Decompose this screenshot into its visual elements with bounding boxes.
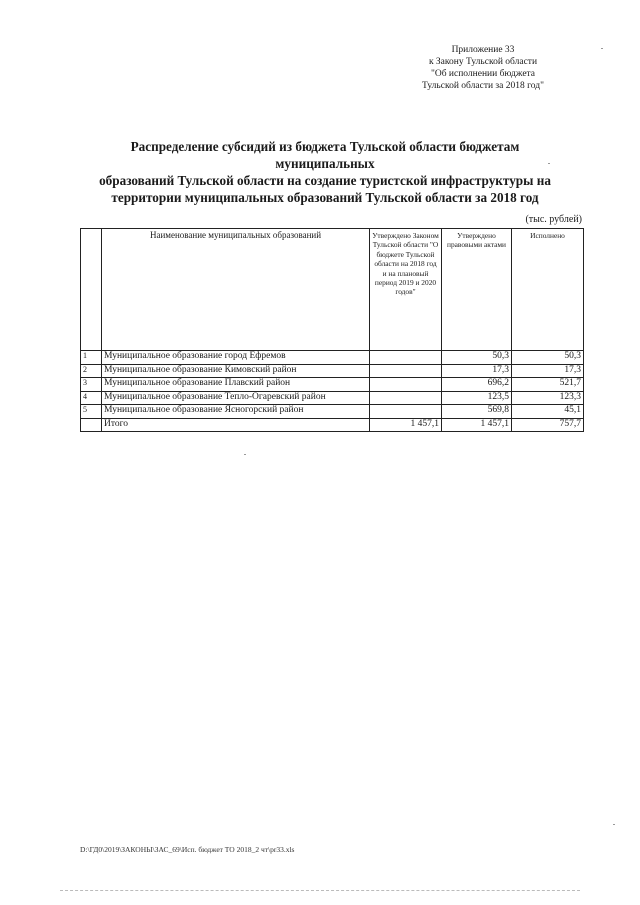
scan-speck [244, 454, 246, 455]
scan-speck [601, 48, 603, 49]
subsidy-table [80, 228, 584, 432]
title-line: Распределение субсидий из бюджета Тульской области бюджетам муниципальных [130, 139, 520, 171]
row-approved-acts: 17,3 [442, 364, 512, 378]
header-approved-acts: Утверждено правовыми актами [442, 229, 512, 351]
row-executed: 17,3 [512, 364, 584, 378]
row-approved-acts: 50,3 [442, 351, 512, 365]
row-index: 3 [81, 378, 102, 392]
header-approved-law: Утверждено Законом Тульской области "О бюджете Тульской области на 2018 год и на плановый период 2019 и 2020 годов" [370, 229, 442, 351]
units-label: (тыс. рублей) [525, 214, 582, 225]
scan-edge-line [60, 890, 580, 891]
row-name: Муниципальное образование город Ефремов [102, 351, 370, 365]
header-executed: Исполнено [512, 229, 584, 351]
appendix-line: Тульской области за 2018 год" [422, 81, 544, 91]
row-approved-acts: 696,2 [442, 378, 512, 392]
table-total-row [81, 418, 584, 432]
row-executed: 521,7 [512, 378, 584, 392]
table-row [81, 378, 584, 392]
row-executed: 50,3 [512, 351, 584, 365]
row-executed: 123,3 [512, 391, 584, 405]
row-approved-law [370, 378, 442, 392]
total-label: Итого [102, 418, 370, 432]
table-row [81, 391, 584, 405]
title-line: территории муниципальных образований Тульской области за 2018 год [111, 190, 539, 205]
table-header-row [81, 229, 584, 351]
row-approved-law [370, 405, 442, 419]
row-name: Муниципальное образование Кимовский район [102, 364, 370, 378]
row-approved-acts: 123,5 [442, 391, 512, 405]
row-approved-acts: 569,8 [442, 405, 512, 419]
title-line: образований Тульской области на создание туристской инфраструктуры на [99, 173, 551, 188]
row-index: 1 [81, 351, 102, 365]
appendix-line: к Закону Тульской области [428, 57, 538, 67]
row-name: Муниципальное образование Плавский район [102, 378, 370, 392]
row-approved-law [370, 391, 442, 405]
appendix-line: Приложение 33 [451, 45, 515, 55]
total-index [81, 418, 102, 432]
header-name: Наименование муниципальных образований [102, 229, 370, 351]
scan-speck [548, 163, 550, 164]
table-row [81, 364, 584, 378]
table-row [81, 405, 584, 419]
row-approved-law [370, 364, 442, 378]
table-row [81, 351, 584, 365]
appendix-line: "Об исполнении бюджета [430, 69, 536, 79]
row-name: Муниципальное образование Ясногорский район [102, 405, 370, 419]
document-title [80, 138, 570, 206]
row-index: 4 [81, 391, 102, 405]
row-index: 5 [81, 405, 102, 419]
appendix-reference [422, 44, 544, 92]
total-approved-acts: 1 457,1 [442, 418, 512, 432]
total-approved-law: 1 457,1 [370, 418, 442, 432]
file-path-footer: D:\ГД0\2019\ЗАКОНЫ\ЗАС_69\Исп. бюджет ТО 2018_2 чт\pr33.xls [80, 845, 295, 854]
row-executed: 45,1 [512, 405, 584, 419]
header-index [81, 229, 102, 351]
row-approved-law [370, 351, 442, 365]
total-executed: 757,7 [512, 418, 584, 432]
scan-speck [613, 824, 615, 825]
row-name: Муниципальное образование Тепло-Огаревский район [102, 391, 370, 405]
row-index: 2 [81, 364, 102, 378]
